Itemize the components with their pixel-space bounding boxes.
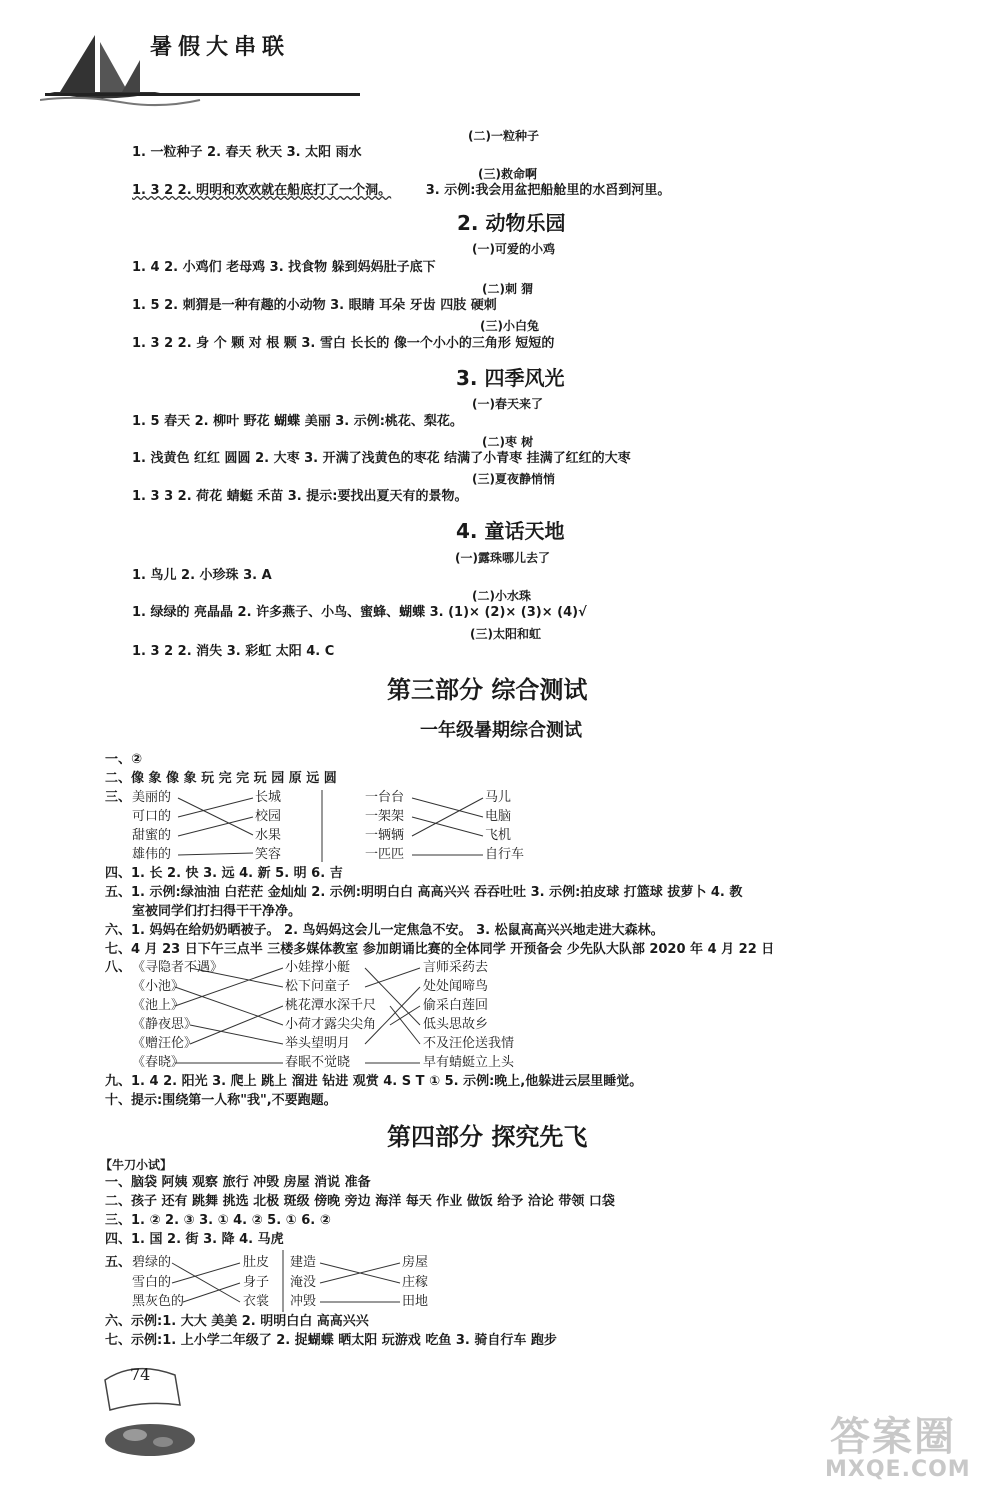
answer-line: 1. 5 春天 2. 柳叶 野花 蝴蝶 美丽 3. 示例:桃花、梨花。 [132,414,463,429]
match-right: 长城 [255,790,282,805]
answer-line: 四、1. 国 2. 街 3. 降 4. 马虎 [105,1232,284,1247]
match-right: 田地 [402,1294,429,1309]
header-title: 暑假大串联 [150,34,291,60]
match-left: 一台台 [365,790,405,805]
match-left: 黑灰色的 [132,1294,185,1309]
poem-line: 举头望明月 [285,1036,351,1051]
match-right: 身子 [243,1275,270,1290]
watermark-url: MXQE.COM [825,1457,971,1482]
question-label: 三、 [105,790,132,805]
match-right: 马儿 [485,790,512,805]
match-left: 建造 [290,1255,317,1270]
poem-title: 《寻隐者不遇》 [132,960,224,975]
subheading: (一)露珠哪儿去了 [455,551,550,565]
answer-line: 1. 鸟儿 2. 小珍珠 3. A [132,568,272,583]
match-right: 飞机 [485,828,512,843]
answer-line: 1. 绿绿的 亮晶晶 2. 许多燕子、小鸟、蜜蜂、蝴蝶 3. (1)× (2)× (3)× (4)√ [132,605,587,620]
match-right: 衣裳 [243,1294,270,1309]
match-left: 一匹匹 [365,847,405,862]
question-label: 八、 [105,960,132,975]
match-left: 一辆辆 [365,828,405,843]
part-subtitle: 一年级暑期综合测试 [420,720,582,741]
match-left: 美丽的 [132,790,172,805]
subheading: (一)春天来了 [472,397,543,411]
watermark-title: 答案圈 [830,1414,956,1460]
answer-line: 1. 5 2. 刺猬是一种有趣的小动物 3. 眼睛 耳朵 牙齿 四肢 硬刺 [132,298,497,313]
poem-line: 小娃撑小艇 [285,960,351,975]
subheading: (三)太阳和虹 [470,627,541,641]
match-right: 肚皮 [243,1255,270,1270]
match-left: 冲毁 [290,1294,317,1309]
poem-line: 早有蜻蜓立上头 [423,1055,515,1070]
answer-line: 十、提示:围绕第一人称"我",不要跑题。 [105,1093,337,1108]
poem-line: 偷采白莲回 [423,998,489,1013]
subheading: (三)夏夜静悄悄 [472,472,555,486]
poem-line: 春眠不觉晓 [285,1055,351,1070]
answer-line: 三、1. ② 2. ③ 3. ① 4. ② 5. ① 6. ② [105,1213,331,1228]
match-right: 房屋 [402,1255,429,1270]
match-right: 校园 [255,809,282,824]
answer-line: 室被同学们打扫得干干净净。 [132,904,302,919]
subheading: (二)枣 树 [482,435,534,449]
poem-line: 小荷才露尖尖角 [285,1017,377,1032]
match-left: 淹没 [290,1275,317,1290]
corner-decoration-icon [95,1345,225,1465]
match-left: 甜蜜的 [132,828,172,843]
poem-title: 《赠汪伦》 [132,1036,198,1051]
answer-line: 四、1. 长 2. 快 3. 远 4. 新 5. 明 6. 吉 [105,866,343,881]
answer-line: 七、4 月 23 日下午三点半 三楼多媒体教室 参加朗诵比赛的全体同学 开预备会 少先队大队部 2020 年 4 月 22 日 [105,942,775,957]
question-label: 五、 [105,1255,132,1270]
poem-title: 《池上》 [132,998,185,1013]
subheading: (二)一粒种子 [468,129,539,143]
answer-line: 一、脑袋 阿姨 观察 旅行 冲毁 房屋 消说 准备 [105,1175,371,1190]
answer-line: 二、孩子 还有 跳舞 挑选 北极 斑级 傍晚 旁边 海洋 每天 作业 做饭 给予 洽论 带领 口袋 [105,1194,615,1209]
subheading: (三)救命啊 [478,167,537,181]
answer-line: 1. 一粒种子 2. 春天 秋天 3. 太阳 雨水 [132,145,362,160]
page-number: 74 [130,1365,151,1384]
answer-line: 1. 3 2 2. 消失 3. 彩虹 太阳 4. C [132,644,335,659]
answer-line: 九、1. 4 2. 阳光 3. 爬上 跳上 溜进 钻进 观赏 4. S T ① 5. 示例:晚上,他躲进云层里睡觉。 [105,1074,643,1089]
poem-line: 处处闻啼鸟 [423,979,489,994]
poem-line: 不及汪伦送我情 [423,1036,515,1051]
match-right: 水果 [255,828,282,843]
answer-line: 1. 3 3 2. 荷花 蜻蜓 禾苗 3. 提示:要找出夏天有的景物。 [132,489,468,504]
subheading: (一)可爱的小鸡 [472,242,555,256]
answer-line: 六、1. 妈妈在给奶奶晒被子。 2. 鸟妈妈这会儿一定焦急不安。 3. 松鼠高高兴兴地走进大森林。 [105,923,664,938]
part-title: 第四部分 探究先飞 [387,1122,588,1151]
section-title: 4. 童话天地 [456,519,565,543]
match-left: 可口的 [132,809,172,824]
answer-line: 一、② [105,752,143,767]
poem-line: 低头思故乡 [423,1017,489,1032]
watermark [820,1405,995,1490]
answer-line: 1. 3 2 2. 身 个 颗 对 根 颗 3. 雪白 长长的 像一个小小的三角形 短短的 [132,336,555,351]
match-right: 电脑 [485,809,512,824]
section-title: 2. 动物乐园 [457,211,566,235]
section-tag: 【牛刀小试】 [100,1158,173,1172]
match-right: 自行车 [485,847,525,862]
subheading: (二)刺 猬 [482,282,534,296]
match-left: 雄伟的 [132,847,172,862]
match-left: 雪白的 [132,1275,172,1290]
match-left: 碧绿的 [132,1255,172,1270]
answer-line: 七、示例:1. 上小学二年级了 2. 捉蝴蝶 晒太阳 玩游戏 吃鱼 3. 骑自行车 跑步 [105,1333,557,1348]
answer-line: 1. 4 2. 小鸡们 老母鸡 3. 找食物 躲到妈妈肚子底下 [132,260,436,275]
section-title: 3. 四季风光 [456,366,565,390]
part-title: 第三部分 综合测试 [387,675,588,704]
match-left: 一架架 [365,809,405,824]
poem-title: 《春晓》 [132,1055,185,1070]
poem-title: 《小池》 [132,979,185,994]
subheading: (三)小白兔 [480,319,539,333]
subheading: (二)小水珠 [472,589,531,603]
poem-line: 言师采药去 [423,960,489,975]
answer-line: 二、像 象 像 象 玩 完 完 玩 园 原 远 圆 [105,771,337,786]
answer-line: 六、示例:1. 大大 美美 2. 明明白白 高高兴兴 [105,1314,369,1329]
answer-line: 1. 浅黄色 红红 圆圆 2. 大枣 3. 开满了浅黄色的枣花 结满了小青枣 挂满了红红的大枣 [132,451,631,466]
poem-line: 桃花潭水深千尺 [285,998,377,1013]
answer-line: 五、1. 示例:绿油油 白茫茫 金灿灿 2. 示例:明明白白 高高兴兴 吞吞吐吐 3. 示例:拍皮球 打篮球 拔萝卜 4. 教 [105,885,743,900]
poem-title: 《静夜思》 [132,1017,198,1032]
match-right: 笑容 [255,847,282,862]
poem-line: 松下问童子 [285,979,351,994]
answer-line: 1. 3 2 2. 明明和欢欢就在船底打了一个洞。 3. 示例:我会用盆把船舱里的水舀到河里。 [132,183,671,198]
match-right: 庄稼 [402,1275,429,1290]
